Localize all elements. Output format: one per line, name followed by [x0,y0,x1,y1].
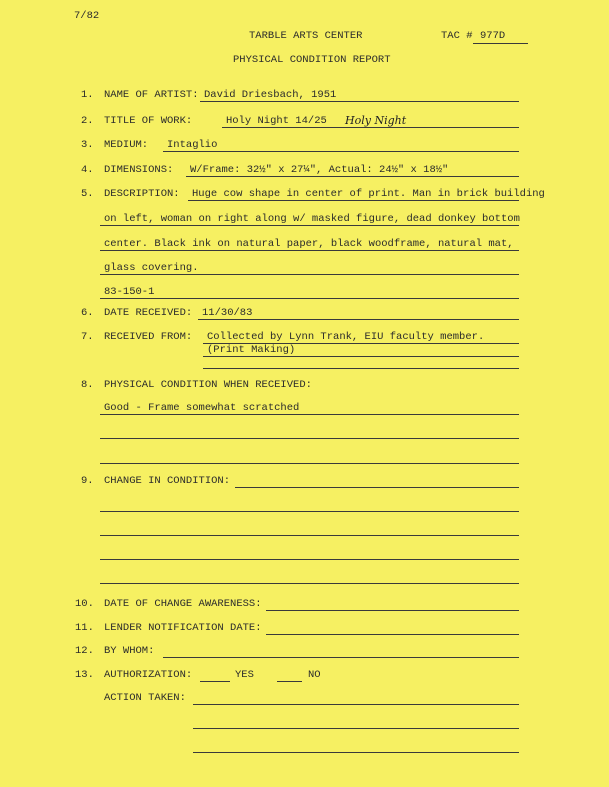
description-rule-1 [188,200,519,201]
field-8-label: PHYSICAL CONDITION WHEN RECEIVED: [104,379,312,391]
field-9-number: 9. [81,475,94,487]
received-from-line-1: Collected by Lynn Trank, EIU faculty member. [207,331,485,343]
field-2-number: 2. [81,115,94,127]
field-13-number: 13. [75,669,94,681]
tac-number: 977D [480,30,506,42]
description-rule-4 [100,274,519,275]
description-line-1: Huge cow shape in center of print. Man in brick building [192,188,545,200]
field-1-label: NAME OF ARTIST: [104,89,199,101]
description-rule-3 [100,250,519,251]
field-11-label: LENDER NOTIFICATION DATE: [104,622,262,634]
field-7-number: 7. [81,331,94,343]
yes-blank-line [200,681,230,682]
received-from-rule-2 [203,356,519,357]
field-6-label: DATE RECEIVED: [104,307,193,319]
field-6-number: 6. [81,307,94,319]
title-of-work-value: Holy Night 14/25 [226,115,327,127]
no-option: NO [308,669,321,681]
title-handwritten-annotation: Holy Night [345,114,407,127]
field-4-number: 4. [81,164,94,176]
dimensions-line [186,176,519,177]
field-1-number: 1. [81,89,94,101]
action-rule-1 [193,704,519,705]
action-rule-2 [193,728,519,729]
description-line-4: glass covering. [104,262,199,274]
accession-number: 83-150-1 [104,286,155,298]
field-9-label: CHANGE IN CONDITION: [104,475,231,487]
artist-name-line [200,101,519,102]
description-rule-5 [100,298,519,299]
field-7-label: RECEIVED FROM: [104,331,193,343]
change-rule-1 [235,487,519,488]
org-name: TARBLE ARTS CENTER [249,30,363,42]
no-blank-line [277,681,302,682]
field-8-number: 8. [81,379,94,391]
field-2-label: TITLE OF WORK: [104,115,193,127]
change-rule-5 [100,583,519,584]
field-4-label: DIMENSIONS: [104,164,174,176]
condition-rule-3 [100,463,519,464]
title-of-work-line [222,127,519,128]
received-from-line-2: (Print Making) [207,344,296,356]
field-12-number: 12. [75,645,94,657]
condition-received-value: Good - Frame somewhat scratched [104,402,300,414]
condition-rule-1 [100,414,519,415]
change-rule-3 [100,535,519,536]
field-12-label: BY WHOM: [104,645,155,657]
field-5-number: 5. [81,188,94,200]
date-received-value: 11/30/83 [202,307,253,319]
corner-date: 7/82 [74,10,100,22]
field-11-number: 11. [75,622,94,634]
tac-label: TAC # [441,30,473,42]
change-rule-4 [100,559,519,560]
report-title: PHYSICAL CONDITION REPORT [233,54,391,66]
lender-notification-line [266,634,519,635]
field-10-label: DATE OF CHANGE AWARENESS: [104,598,262,610]
artist-name-value: David Driesbach, 1951 [204,89,337,101]
by-whom-line [163,657,519,658]
tac-underline [473,43,528,44]
medium-value: Intaglio [167,139,218,151]
action-rule-3 [193,752,519,753]
action-taken-label: ACTION TAKEN: [104,692,186,704]
description-line-2: on left, woman on right along w/ masked figure, dead donkey bottom [104,213,520,225]
field-3-number: 3. [81,139,94,151]
field-3-label: MEDIUM: [104,139,149,151]
field-10-number: 10. [75,598,94,610]
description-line-3: center. Black ink on natural paper, black woodframe, natural mat, [104,238,514,250]
change-rule-2 [100,511,519,512]
received-from-rule-3 [203,368,519,369]
medium-line [163,151,519,152]
dimensions-value: W/Frame: 32½" x 27¼", Actual: 24½" x 18½" [190,164,449,176]
field-13-label: AUTHORIZATION: [104,669,193,681]
field-5-label: DESCRIPTION: [104,188,180,200]
yes-option: YES [235,669,254,681]
date-received-line [198,319,519,320]
description-rule-2 [100,225,519,226]
change-awareness-line [266,610,519,611]
condition-rule-2 [100,438,519,439]
